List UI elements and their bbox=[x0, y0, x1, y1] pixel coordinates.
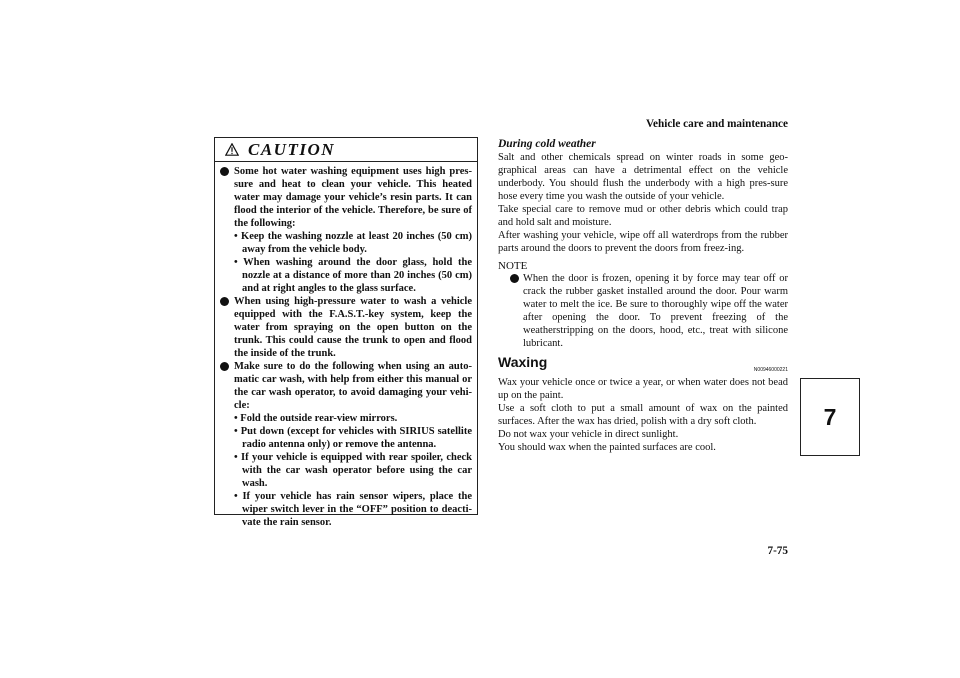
waxing-heading: Waxing bbox=[498, 354, 548, 370]
paragraph: Use a soft cloth to put a small amount of wax on the painted surfaces. After the wax has dried, polish with a dry soft cloth. bbox=[498, 403, 788, 427]
note-label: NOTE bbox=[498, 260, 528, 272]
warning-triangle-icon bbox=[225, 143, 239, 156]
bullet-icon bbox=[220, 167, 229, 176]
caution-body bbox=[220, 165, 472, 529]
caution-item bbox=[220, 360, 472, 529]
note-text: When the door is frozen, opening it by force may tear off or crack the rubber gasket installed around the door. Pour warm water to melt the ice. Be sure to thoroughly wipe off the water after opening the door. To prevent freezing of the weatherstripping on the doors, hood, etc., treat with silicone lubricant. bbox=[523, 273, 788, 349]
caution-subitem: • If your vehicle is equipped with rear spoiler, check with the car wash operator before using the car wash. bbox=[234, 452, 472, 489]
page-number: 7-75 bbox=[767, 545, 788, 557]
paragraph: Wax your vehicle once or twice a year, or when water does not bead up on the paint. bbox=[498, 377, 788, 401]
section-code: N00946000221 bbox=[753, 367, 788, 373]
caution-item-text: When using high-pressure water to wash a vehicle equipped with the F.A.S.T.-key system, keep the water from spraying on the open button on the trunk. This could cause the trunk to open and flood the inside of the trunk. bbox=[234, 296, 472, 359]
paragraph: You should wax when the painted surfaces are cool. bbox=[498, 442, 716, 453]
caution-box bbox=[214, 137, 478, 528]
cold-weather-heading: During cold weather bbox=[498, 138, 596, 150]
caution-item-text: Some hot water washing equipment uses high pres-sure and heat to clean your vehicle. This heated water may damage your vehicle’s resin parts. It can flood the interior of the vehicle. Therefore, be sure of the following: bbox=[234, 166, 472, 229]
bullet-icon bbox=[220, 362, 229, 371]
caution-subitem: • Put down (except for vehicles with SIRIUS satellite radio antenna only) or remove the antenna. bbox=[234, 426, 472, 450]
caution-header bbox=[215, 138, 477, 162]
paragraph: Take special care to remove mud or other debris which could trap and hold salt and moisture. bbox=[498, 204, 788, 228]
caution-subitem: • If your vehicle has rain sensor wipers, place the wiper switch lever in the “OFF” position to deacti-vate the rain sensor. bbox=[234, 491, 472, 528]
caution-item bbox=[220, 295, 472, 360]
page-header-title: Vehicle care and maintenance bbox=[645, 118, 788, 130]
chapter-tab: 7 bbox=[800, 378, 860, 456]
caution-subitem: • Keep the washing nozzle at least 20 inches (50 cm) away from the vehicle body. bbox=[234, 231, 472, 255]
paragraph: Do not wax your vehicle in direct sunlight. bbox=[498, 429, 679, 440]
bullet-icon bbox=[510, 274, 519, 283]
caution-subitem: • When washing around the door glass, hold the nozzle at a distance of more than 20 inches (50 cm) and at right angles to the glass surface. bbox=[234, 257, 472, 294]
waxing-heading-row bbox=[498, 356, 788, 376]
caution-subitem: • Fold the outside rear-view mirrors. bbox=[234, 413, 398, 424]
main-text-column bbox=[498, 137, 788, 454]
caution-item-text: Make sure to do the following when using an auto-matic car wash, with help from either this manual or the car wash operator, to avoid damaging your vehi-cle: bbox=[234, 361, 472, 411]
note-item bbox=[498, 272, 788, 350]
caution-title: CAUTION bbox=[248, 140, 336, 159]
bullet-icon bbox=[220, 297, 229, 306]
paragraph: Salt and other chemicals spread on winter roads in some geo-graphical areas can have a detrimental effect on the vehicle underbody. You should flush the underbody with a high pres-sure hose every time you wash the outside of your vehicle. bbox=[498, 152, 788, 202]
paragraph: After washing your vehicle, wipe off all waterdrops from the rubber parts around the doors to prevent the doors from freez-ing. bbox=[498, 230, 788, 254]
caution-item bbox=[220, 165, 472, 295]
